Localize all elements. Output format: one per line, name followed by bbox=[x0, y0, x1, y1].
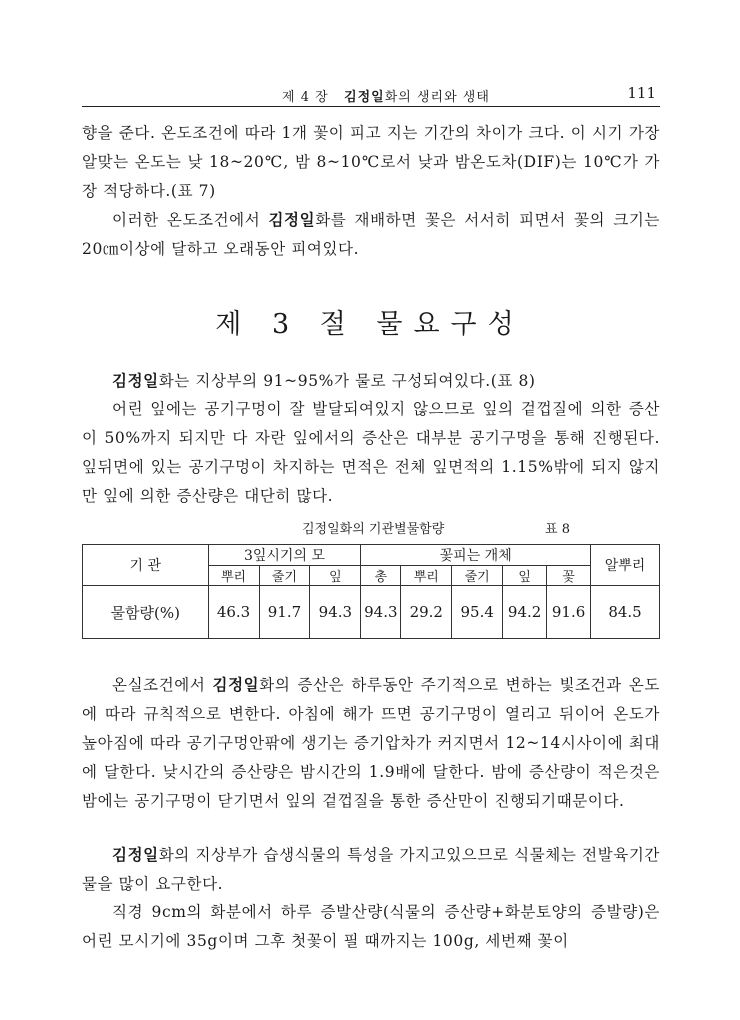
flowering-group-header: 꽃피는 개체 bbox=[361, 545, 591, 566]
table-caption-title: 김정일화의 기관별물함량 bbox=[302, 522, 445, 537]
p6-rest: 화의 지상부가 습생식물의 특성을 가지고있으므로 식물체는 전발육기간 물을 많이 요구한다. bbox=[82, 846, 660, 893]
p5-start: 온실조건에서 bbox=[112, 676, 213, 694]
paragraph-3 bbox=[82, 366, 660, 396]
water-content-table bbox=[82, 544, 660, 639]
p6-name: 김정일 bbox=[112, 845, 159, 864]
sub-header: 잎 bbox=[310, 566, 361, 586]
paragraph-2 bbox=[82, 205, 660, 264]
table-cell: 29.2 bbox=[401, 586, 452, 639]
organ-header: 기 관 bbox=[83, 545, 209, 586]
table-row bbox=[83, 586, 660, 639]
table-cell: 84.5 bbox=[591, 586, 660, 639]
paragraph-6 bbox=[82, 840, 660, 899]
p3-name: 김정일 bbox=[112, 371, 159, 390]
sub-header: 잎 bbox=[503, 566, 547, 586]
table-cell: 94.2 bbox=[503, 586, 547, 639]
table-number: 표 8 bbox=[545, 522, 570, 537]
p5-name: 김정일 bbox=[212, 675, 260, 694]
page-number: 111 bbox=[627, 84, 656, 102]
table-cell: 94.3 bbox=[361, 586, 401, 639]
paragraph-1: 향을 준다. 온도조건에 따라 1개 꽃이 피고 지는 기간의 차이가 크다. 이 시기 가장 알맞는 온도는 낮 18~20℃, 밤 8~10℃로서 낮과 밤온도차(DIF)는 10℃가 가장 적당하다.(표 7) bbox=[82, 124, 660, 200]
sub-header: 줄기 bbox=[259, 566, 310, 586]
seedling-group-header: 3잎시기의 모 bbox=[208, 545, 361, 566]
p2-rest: 화를 재배하면 꽃은 서서히 피면서 꽃의 크기는 20㎝이상에 달하고 오래동안 피여있다. bbox=[82, 211, 660, 258]
sub-header: 총 bbox=[361, 566, 401, 586]
paragraph-7: 직경 9cm의 화분에서 하루 증발산량(식물의 증산량+화분토양의 증발량)은 어린 모시기에 35g이며 그후 첫꽃이 필 때까지는 100g, 세번째 꽃이 bbox=[82, 903, 660, 950]
table-cell: 91.7 bbox=[259, 586, 310, 639]
header-rest: 화의 생리와 생태 bbox=[384, 90, 490, 105]
header-name: 김정일 bbox=[344, 90, 385, 105]
paragraph-4: 어린 잎에는 공기구멍이 잘 발달되여있지 않으므로 잎의 겉껍질에 의한 증산이 50%까지 되지만 다 자란 잎에서의 증산은 대부분 공기구멍을 통해 진행된다. 잎뒤면에 있는 공기구멍이 차지하는 면적은 전체 잎면적의 1.15%밖에 되지 않지만 잎에 의한 증산량은 대단히 많다. bbox=[82, 400, 660, 505]
p2-name: 김정일 bbox=[268, 210, 316, 229]
bulb-header: 알뿌리 bbox=[591, 545, 660, 586]
paragraph-5 bbox=[82, 670, 660, 816]
p2-start: 이러한 온도조건에서 bbox=[112, 211, 269, 229]
section-title: 제 3 절 물요구성 bbox=[215, 309, 525, 340]
p3-rest: 화는 지상부의 91~95%가 물로 구성되여있다.(표 8) bbox=[158, 372, 536, 390]
table-cell: 95.4 bbox=[452, 586, 503, 639]
table-cell: 46.3 bbox=[208, 586, 259, 639]
table-cell: 91.6 bbox=[547, 586, 591, 639]
running-header bbox=[82, 84, 660, 107]
p5-rest: 화의 증산은 하루동안 주기적으로 변하는 빛조건과 온도에 따라 규칙적으로 변한다. 아침에 해가 뜨면 공기구멍이 열리고 뒤이어 온도가 높아짐에 따라 공기구멍안팎에 생기는 증기압차가 커지면서 12~14시사이에 최대에 달한다. 낮시간의 증산량은 밤시간의 1.9배에 달한다. 밤에 증산량이 적은것은 밤에는 공기구멍이 닫기면서 잎의 겉껍질을 통한 증산만이 진행되기때문이다. bbox=[82, 676, 660, 810]
header-chapter: 제 4 장 bbox=[282, 90, 329, 105]
sub-header: 뿌리 bbox=[208, 566, 259, 586]
sub-header: 뿌리 bbox=[401, 566, 452, 586]
running-header-title bbox=[282, 86, 490, 105]
row-label: 물함량(%) bbox=[83, 586, 209, 639]
sub-header: 줄기 bbox=[452, 566, 503, 586]
sub-header: 꽃 bbox=[547, 566, 591, 586]
table-cell: 94.3 bbox=[310, 586, 361, 639]
